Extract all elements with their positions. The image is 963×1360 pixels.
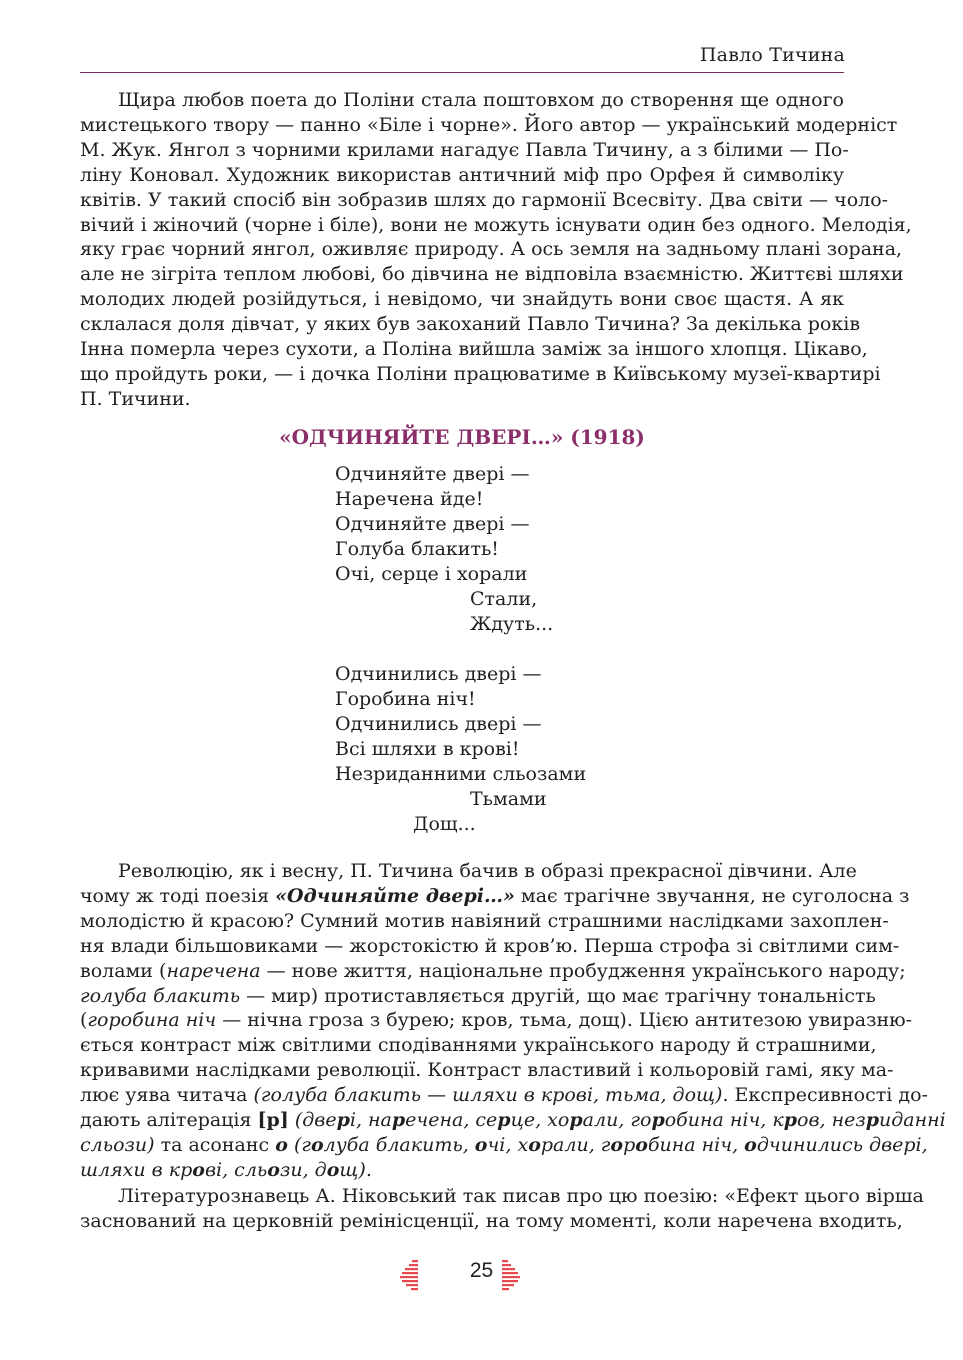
poem-line: Всі шляхи в крові! <box>335 738 520 760</box>
italic-run: чі, х <box>487 1133 529 1156</box>
text-run: чому ж тоді поезія <box>80 884 276 907</box>
text-line: квітів. У такий спосіб він зобразив шлях до гармонії Всесвіту. Два світи — чоло- <box>80 188 889 211</box>
italic-run: (две <box>288 1109 337 1132</box>
assonance-letter: о <box>744 1133 757 1156</box>
phoneme-bold: [р] <box>257 1109 289 1132</box>
text-line: але не зігріта теплом любові, бо дівчина не відповіла взаємністю. Життєві шляхи <box>80 263 904 286</box>
alliteration-letter: р <box>391 1109 406 1132</box>
text-run: ( <box>80 1009 88 1032</box>
alliteration-letter: р <box>651 1109 665 1132</box>
text-line <box>80 1083 928 1108</box>
alliteration-letter: р <box>569 1109 583 1132</box>
text-line: вічий і жіночий (чорне і біле), вони не можуть існувати один без одного. Мелодія, <box>80 213 912 236</box>
text-line: Революцію, як і весну, П. Тичина бачив в образі прекрасної дівчини. Але <box>118 860 857 882</box>
text-line <box>80 1008 913 1033</box>
italic-run: наречена <box>166 959 261 982</box>
italic-run: ві, сль <box>204 1158 268 1181</box>
italic-run: рали, г <box>540 1133 611 1156</box>
text-line: що пройдуть роки, — і дочка Поліни працюватиме в Київському музеї-квартирі <box>80 362 881 385</box>
poem-line: Ждуть... <box>470 613 554 635</box>
italic-run: обина ніч, к <box>664 1109 784 1132</box>
text-line: Щира любов поета до Поліни стала поштовхом до створення ще одного <box>118 89 844 111</box>
text-line <box>80 1158 844 1183</box>
italic-run: шляхи в кр <box>80 1158 193 1181</box>
text-line: мистецького твору — панно «Біле і чорне». Його автор — український модерніст <box>80 113 898 136</box>
assonance-letter: о <box>635 1133 648 1156</box>
poem-line: Одчинились двері — <box>335 663 542 685</box>
italic-run: дчинились двері, <box>756 1133 928 1156</box>
italic-run: бина ніч, <box>647 1133 745 1156</box>
text-line: ліну Коновал. Художник використав античний міф про Орфея й символіку <box>80 163 844 186</box>
page-ornament-right-icon <box>500 1259 522 1291</box>
text-line <box>80 884 910 909</box>
text-line: ня влади більшовиками — жорстокістю й кров’ю. Перша строфа зі світлими сим- <box>80 934 900 957</box>
poem-title-reference: «Одчиняйте двері…» <box>275 884 515 907</box>
alliteration-letter: р <box>336 1109 350 1132</box>
text-run: та асонанс <box>154 1133 276 1156</box>
page-number: 25 <box>469 1259 494 1282</box>
text-run: має трагічне звучання, не суголосна з <box>514 884 910 907</box>
paragraph-3 <box>80 1184 924 1234</box>
poem-line: Наречена йде! <box>335 488 484 510</box>
assonance-letter: о <box>528 1133 541 1156</box>
text-line: молодих людей розійдуться, і невідомо, чи знайдуть вони своє щастя. А як <box>80 288 844 311</box>
italic-run: сльози) <box>80 1133 155 1156</box>
assonance-letter: о <box>326 1158 340 1181</box>
poem-line: Незриданними сльозами <box>335 763 587 785</box>
text-line: П. Тичини. <box>80 387 191 410</box>
text-line <box>80 1133 928 1158</box>
paragraph-2 <box>80 859 946 1183</box>
poem-line: Голуба блакить! <box>335 538 499 560</box>
italic-run: горобина ніч <box>87 1009 217 1032</box>
text-line: Літературознавець А. Ніковський так писав про цю поезію: «Ефект цього вірша <box>118 1185 924 1207</box>
text-line: ється контраст між світлими сподіваннями українського народу й страшними, <box>80 1034 877 1057</box>
assonance-letter: о <box>474 1133 488 1156</box>
italic-run: голуба блакить <box>80 984 241 1007</box>
italic-run: ечена, се <box>405 1109 498 1132</box>
italic-run: иданні <box>879 1109 946 1132</box>
italic-run: щ) <box>339 1158 366 1181</box>
text-run: . Експресивності до- <box>722 1084 928 1107</box>
italic-run: зи, д <box>279 1158 327 1181</box>
italic-run: р <box>623 1133 636 1156</box>
poem-line: Очі, серце і хорали <box>335 563 528 585</box>
italic-run: (г <box>287 1133 311 1156</box>
assonance-letter: о <box>192 1158 205 1181</box>
italic-run: али, го <box>582 1109 652 1132</box>
running-head: Павло Тичина <box>699 44 845 66</box>
assonance-letter: о <box>610 1133 624 1156</box>
text-run: — мир) протиставляється другій, що має трагічну тональність <box>240 984 876 1007</box>
text-run: лює уява читача <box>80 1084 254 1107</box>
text-line: яку грає чорний янгол, оживляє природу. А ось земля на задньому плані зорана, <box>80 238 903 261</box>
text-run: . <box>365 1158 372 1181</box>
assonance-letter: о <box>275 1133 288 1156</box>
text-line <box>80 1108 946 1133</box>
italic-run: це, хо <box>510 1109 570 1132</box>
text-line: заснований на церковній ремінісценції, на тому моменті, коли наречена входить, <box>80 1209 903 1232</box>
italic-run: ов, нез <box>797 1109 866 1132</box>
stanza-break <box>335 637 586 662</box>
poem-line: Одчиняйте двері — <box>335 463 530 485</box>
text-line <box>80 959 906 984</box>
poem-line: Стали, <box>470 588 538 610</box>
text-line: молодістю й красою? Сумний мотив навіяний страшними наслідками захоплен- <box>80 909 889 932</box>
text-line: М. Жук. Янгол з чорними крилами нагадує Павла Тичину, а з білими — По- <box>80 138 849 161</box>
alliteration-letter: р <box>783 1109 798 1132</box>
poem-line: Дощ... <box>413 813 476 835</box>
text-line <box>80 984 876 1009</box>
poem-line: Одчиняйте двері — <box>335 513 530 535</box>
poem-line: Тьмами <box>470 788 547 810</box>
text-run: волами ( <box>80 959 167 982</box>
italic-run: і, на <box>349 1109 392 1132</box>
text-line: Інна померла через сухоти, а Поліна вийшла заміж за іншого хлопця. Цікаво, <box>80 338 868 361</box>
paragraph-1 <box>80 88 912 412</box>
italic-run: (голуба блакить — шляхи в крові, тьма, дощ) <box>253 1084 723 1107</box>
alliteration-letter: р <box>865 1109 880 1132</box>
poem-title: «ОДЧИНЯЙТЕ ДВЕРІ…» (1918) <box>279 425 645 449</box>
text-line: склалася доля дівчат, у яких був закоханий Павло Тичина? За декілька років <box>80 313 861 336</box>
alliteration-letter: р <box>497 1109 511 1132</box>
text-line: кривавими наслідками революції. Контраст властивий і кольоровій гамі, яку ма- <box>80 1059 894 1082</box>
poem-line: Горобина ніч! <box>335 688 476 710</box>
header-rule <box>80 72 844 73</box>
assonance-letter: о <box>310 1133 324 1156</box>
text-run: — нове життя, національне пробудження українського народу; <box>260 959 906 982</box>
text-run: — нічна гроза з бурею; кров, тьма, дощ). Цією антитезою увиразню- <box>216 1009 913 1032</box>
poem <box>335 462 586 837</box>
assonance-letter: о <box>267 1158 280 1181</box>
text-run: дають алітерація <box>80 1109 258 1132</box>
italic-run: луба блакить, <box>323 1133 475 1156</box>
poem-line: Одчинились двері — <box>335 713 542 735</box>
